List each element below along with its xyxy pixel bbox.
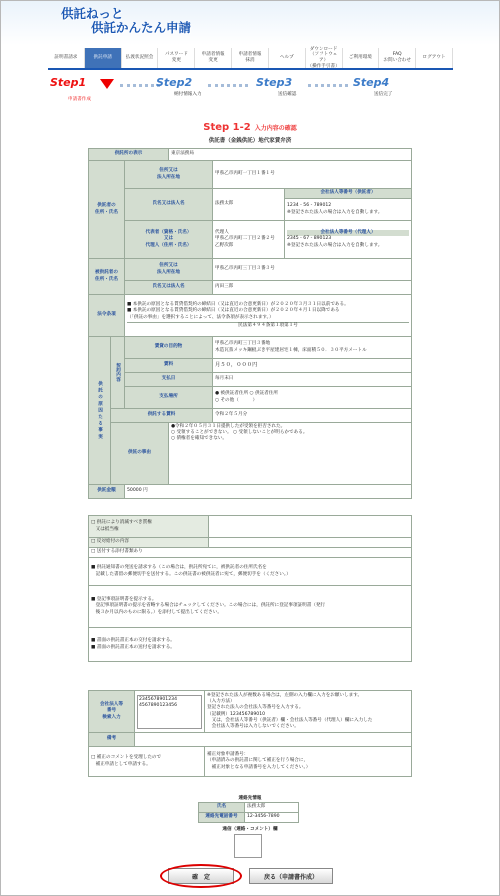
corp-search-input[interactable]: 2345678901234 4567890123456 <box>137 695 202 729</box>
amount-value: 50000 円 <box>125 485 412 499</box>
rep-no-label: 会社法人等番号（代理人） <box>287 230 409 236</box>
event-option-2[interactable]: ○ 受領することができない。 ○ 受領しないことが明らかである。 <box>171 430 308 436</box>
rep-no-value: 2345 - 67 - 890123 <box>287 236 332 242</box>
payplace-option-2[interactable]: ○ 供託者住所 <box>249 391 278 397</box>
depositee-group-label: 被供託者の 住所・氏名 <box>89 259 125 295</box>
nav-item-8[interactable]: ご利用環境 <box>343 48 380 68</box>
law-note: （「供託の事由」を選択することによって、法令条項が表示されます。） <box>127 314 274 320</box>
office-label: 供託所の表示 <box>89 149 169 161</box>
property-value: 甲県乙市丙町三丁目３番地 木造瓦葺メッキ鋼板ぶき平屋建居宅１棟，床面積５０．３０平方メートル <box>213 337 412 359</box>
deposit-form-table <box>88 148 412 499</box>
step1-sub: 申請書作成 <box>68 97 91 102</box>
contact-tel-value: 12-3456-7890 <box>245 813 299 823</box>
depositee-name-label: 氏名又は法人名 <box>125 281 213 295</box>
attachments-row[interactable]: □ 送付する添付書類あり <box>89 548 412 558</box>
page-title: Step 1-2 入力内容の確認 <box>203 122 297 133</box>
rep-no-note: ※登記された法人の場合は入力を自動します。 <box>287 242 383 248</box>
nav-item-0[interactable]: 証明書請求 <box>48 48 85 68</box>
step-divider <box>120 84 160 87</box>
rent-value: 月５０，０００円 <box>213 359 412 373</box>
payday-value: 毎月末日 <box>213 373 412 387</box>
rep-label: 代表者（資格・氏名） 又は 代理人（住所・氏名） <box>125 221 213 259</box>
counter-performance-row[interactable]: □ 反対給付の内容 <box>89 538 209 548</box>
payplace-option-3[interactable]: ○ その他（ ） <box>215 397 258 403</box>
form-title: 供託書（金銭供託）地代家賃弁済 <box>208 138 292 144</box>
nav-item-4[interactable]: 申請者情報 変更 <box>195 48 232 68</box>
step1-label: Step1 <box>50 76 87 89</box>
site-logo: 供託ねっと 供託かんたん申請 <box>61 6 192 36</box>
contact-title: 連絡先情報 <box>238 796 262 801</box>
highlight-circle <box>160 864 242 888</box>
step2-sub: 納付情報入力 <box>174 92 202 97</box>
address-label: 住所又は 法人所在地 <box>125 161 213 189</box>
name-value: 法務太郎 <box>213 189 285 221</box>
nav-item-10[interactable]: ログアウト <box>416 48 453 68</box>
corp-search-table <box>88 690 412 777</box>
rent-label: 賃料 <box>125 359 213 373</box>
nav-item-3[interactable]: パスワード 変更 <box>158 48 195 68</box>
deposit-rent-label: 供託する賃料 <box>111 409 213 423</box>
event-option-3[interactable]: ○ 債権者を確知できない。 <box>171 436 228 442</box>
current-step-arrow-icon <box>100 79 114 89</box>
law-label: 法令条項 <box>89 295 125 337</box>
correction-text: 補正対象申請番号： （申請済みの供託書に関して補正を行う場合に， 補正対象となる申請番号を入力してください。） <box>205 747 412 777</box>
step-divider <box>208 84 248 87</box>
step3-label: Step3 <box>256 76 293 89</box>
deposit-rent-value: 令和２年５月分 <box>213 409 412 423</box>
rep-value: 代理人 甲県乙市丙町二丁目２番２号 乙野次郎 <box>213 221 285 259</box>
corp-no-label: 会社法人等番号（供託者） <box>285 189 412 199</box>
contact-tel-label: 連絡先電話番号 <box>199 813 245 823</box>
depositor-group-label: 供託者の 住所・氏名 <box>89 161 125 259</box>
nav-item-6[interactable]: ヘルプ <box>269 48 306 68</box>
depositee-address-value: 甲県乙市丙町三丁目３番３号 <box>213 259 412 281</box>
remarks-value[interactable] <box>135 733 412 747</box>
step3-sub: 送信確認 <box>278 92 297 97</box>
corp-no-value: 1234 - 56 - 789012 <box>287 203 332 209</box>
step4-sub: 送信完了 <box>374 92 393 97</box>
confirm-button[interactable]: 確 定 <box>168 868 234 884</box>
event-label: 供託の事由 <box>111 423 169 485</box>
name-label: 氏名又は法人名 <box>125 189 213 221</box>
reason-group-label: 供託の原因たる事実 <box>89 337 111 485</box>
contact-name-value: 法務太郎 <box>245 803 299 813</box>
options-table <box>88 515 412 662</box>
nav-item-2[interactable]: 払渡状況照会 <box>122 48 159 68</box>
back-button[interactable]: 戻る（申請書作成） <box>249 868 333 884</box>
pledge-row[interactable]: □ 供託により消滅すべき質権 又は抵当権 <box>89 516 209 538</box>
corp-search-note: ※登記された法人が複数ある場合は，左側の入力欄に入力をお願いします。 （入力方法） 登記された法人の会社法人等番号を入力する。 （記載例）123456789010 又は，会社法人等番号（供託者）欄・会社法人等番号（代理人）欄に入力した 会社法人等番号は入力しないでください。 <box>205 691 412 733</box>
comm-textarea[interactable] <box>234 834 262 858</box>
depositee-address-label: 住所又は 法人所在地 <box>125 259 213 281</box>
notice-request-row[interactable]: ■ 供託通知書の発送を請求する（この場合は，供託所宛てに，被供託者の住所氏名を 記載した書留の郵便切手を送付する。この供託書の被供託者に宛て，郵便切手を（ください。） <box>89 558 412 586</box>
address-value: 甲県乙市丙町一丁目１番１号 <box>213 161 412 189</box>
payplace-label: 支払場所 <box>125 387 213 409</box>
main-nav <box>48 48 453 70</box>
law-option-2[interactable]: ■ 本供託の原因となる賃貸借契約の締結日（又は直近の合意更新日）が２０２０年４月１日以降である <box>127 308 340 314</box>
certificate-request-row[interactable]: ■ 書面の供託書正本の交付を請求する。 ■ 書面の供託書正本の送付を請求する。 <box>89 628 412 662</box>
corp-search-label: 会社法人等 番号 検索入力 <box>89 691 135 733</box>
step-indicator <box>48 76 453 106</box>
event-option-1[interactable]: ●令和２年０５月３１日提供したが受領を拒否された。 <box>171 424 286 429</box>
contact-table <box>198 802 299 823</box>
remarks-label: 備考 <box>89 733 135 747</box>
step2-label: Step2 <box>156 76 193 89</box>
nav-item-9[interactable]: FAQ お問い合わせ <box>379 48 416 68</box>
correction-checkbox[interactable]: □ 補正のコメントを受理したので 補正申請として申請する。 <box>89 747 205 777</box>
law-option-1[interactable]: ■ 本供託の原因となる賃貸借契約の締結日（又は直近の合意更新日）が２０２０年３月３１日以前である。 <box>127 302 349 308</box>
nav-item-1[interactable]: 供託申請 <box>85 48 122 68</box>
depositee-name-value: 丙田三郎 <box>213 281 412 295</box>
contact-name-label: 氏名 <box>199 803 245 813</box>
payplace-option-1[interactable]: ● 被供託者住所 <box>215 391 249 397</box>
nav-item-7[interactable]: ダウンロード （ソフトウェア） （操作手引書） <box>306 48 343 68</box>
corp-no-note: ※登記された法人の場合は入力を自動します。 <box>287 209 383 215</box>
office-value: 東京法務局 <box>169 149 412 161</box>
payday-label: 支払日 <box>125 373 213 387</box>
contract-group-label: 契約内容 <box>111 337 125 409</box>
header <box>1 1 499 45</box>
step4-label: Step4 <box>353 76 390 89</box>
step-divider <box>308 84 348 87</box>
amount-label: 供託金額 <box>89 485 125 499</box>
comm-label: 通信（連絡・コメント）欄 <box>222 827 278 832</box>
property-label: 賃貸の目的物 <box>125 337 213 359</box>
nav-item-5[interactable]: 申請者情報 抹消 <box>232 48 269 68</box>
law-statute: 民法第４９４条第１項第１号 <box>127 322 409 329</box>
registry-certificate-row[interactable]: ■ 登記事項証明書を提示する。 登記事項証明書の提示を省略する場合はチェックしてください。この場合には，供託所に登記事項証明書（発行 後３か月以内のものに限る。）を添付して提出してください。 <box>89 586 412 628</box>
